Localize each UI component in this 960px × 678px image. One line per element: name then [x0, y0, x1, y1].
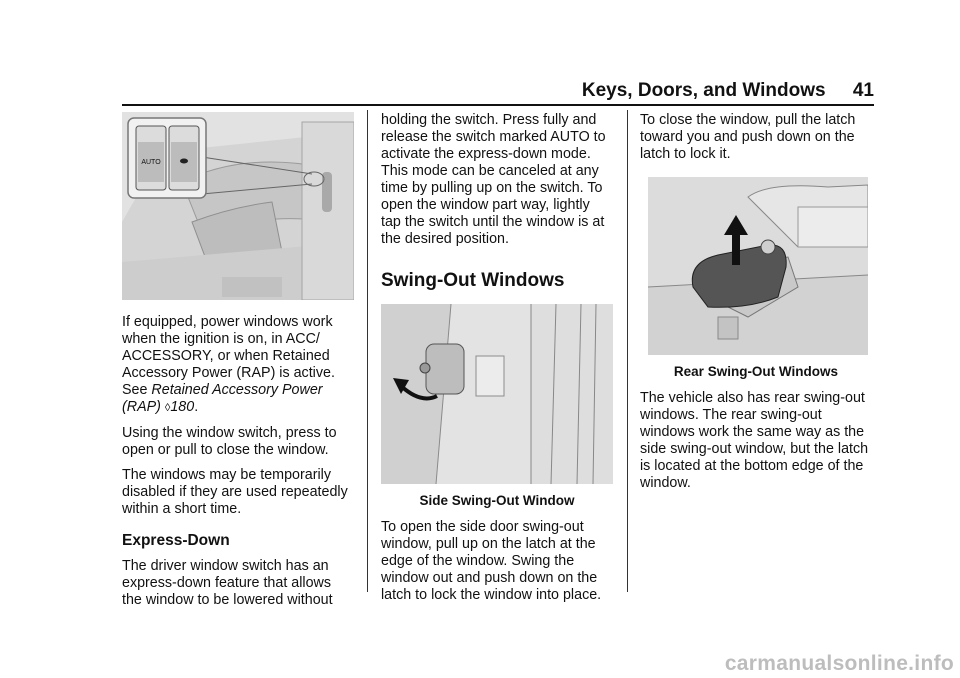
- rear-swing-out-caption: Rear Swing-Out Windows: [673, 364, 839, 379]
- window-switch-paragraph: Using the window switch, press to open or pull to close the window.: [122, 425, 337, 458]
- column-3: [640, 112, 872, 500]
- rear-swing-out-window-illustration: [648, 177, 868, 355]
- side-swing-out-caption: Side Swing-Out Window: [419, 493, 575, 508]
- watermark: carmanualsonline.info: [724, 652, 954, 675]
- express-down-heading: Express-Down: [122, 532, 230, 549]
- power-window-switch-illustration: [122, 112, 354, 300]
- express-down-continued: holding the switch. Press fully and release the switch marked AUTO to activate the express-down mode. This mode can be canceled at any time by pulling up on the switch. To open the window part way, lightly tap the switch until the window is at the desired position.: [381, 112, 606, 247]
- rear-swing-out-paragraph: The vehicle also has rear swing-out windows. The rear swing-out windows work the same way as the side swing-out window, but the latch is located at the bottom edge of the window.: [640, 390, 869, 491]
- column-2: [381, 112, 613, 612]
- side-window-open-paragraph: To open the side door swing-out window, pull up on the latch at the edge of the window. Swing the window out and push down on the latch to lock the window into place.: [381, 519, 602, 603]
- auto-switch-label: AUTO: [141, 159, 161, 166]
- rap-reference-link[interactable]: Retained Accessory Power (RAP): [122, 382, 323, 415]
- page-header: [122, 80, 874, 104]
- section-title: Keys, Doors, and Windows: [581, 80, 826, 101]
- close-window-paragraph: To close the window, pull the latch toward you and push down on the latch to lock it.: [640, 112, 856, 162]
- column-1: AUTO If equipped, power windows work when the ignition is on, in ACC/ ACCESSORY, or when Retained Accessory Power (RAP) is active. See Retained Accessory Power (RAP) ◊180. Using the window switch, press to open or pull to close the window. The windows may be temporarily disabled if they are used repeatedly within a short time. Express-Down The driver window switch has an express-down feature that allows the window to be lowered without: [122, 112, 354, 617]
- power-windows-intro: If equipped, power windows work when the ignition is on, in ACC/ ACCESSORY, or when Retained Accessory Power (RAP) is active. See: [122, 314, 335, 398]
- disabled-paragraph: The windows may be temporarily disabled if they are used repeatedly within a short time.: [122, 467, 348, 517]
- header-rule: [122, 104, 874, 106]
- column-divider-2: [627, 110, 628, 592]
- side-swing-out-window-illustration: [381, 304, 613, 484]
- page-reference-icon: ◊: [164, 402, 171, 414]
- rap-page-number[interactable]: 180: [170, 399, 195, 415]
- express-down-paragraph: The driver window switch has an express-down feature that allows the window to be lowered without: [122, 558, 333, 608]
- page-number: 41: [852, 80, 874, 101]
- column-divider-1: [367, 110, 368, 592]
- swing-out-windows-heading: Swing-Out Windows: [381, 270, 565, 291]
